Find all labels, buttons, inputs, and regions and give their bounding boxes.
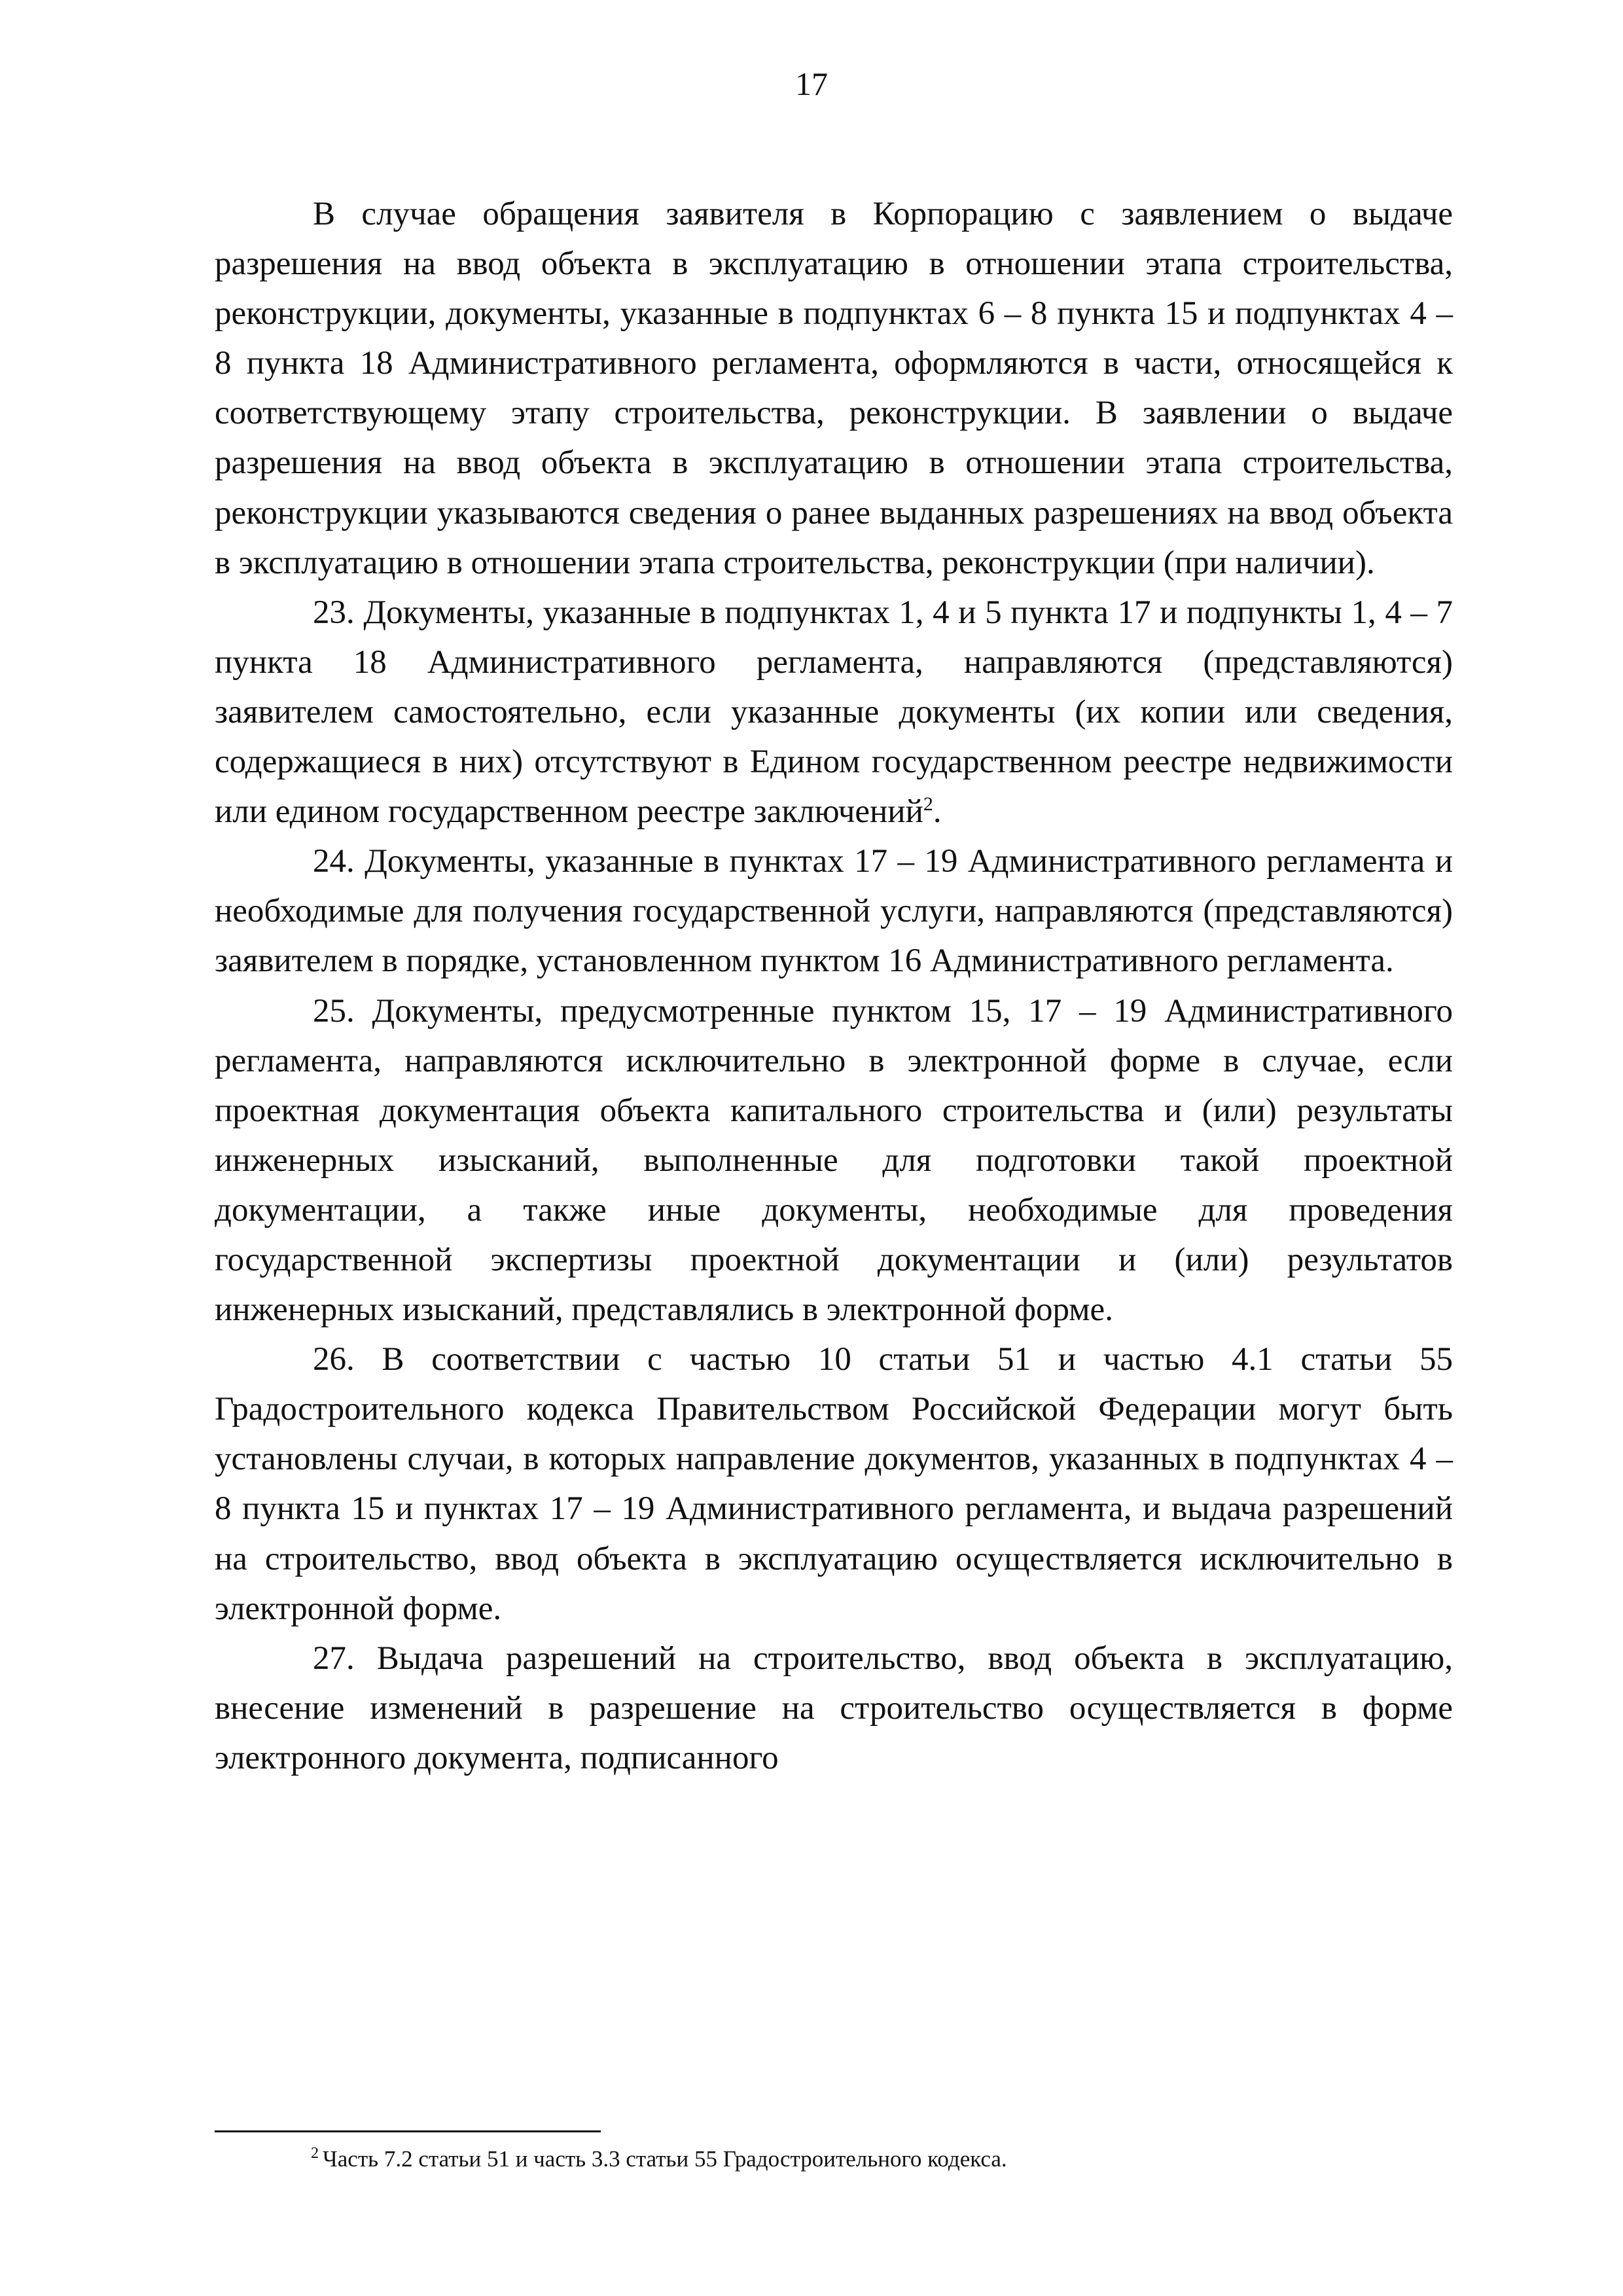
footnote-mark: 2 — [311, 2145, 319, 2162]
footnote-separator — [215, 2130, 601, 2132]
paragraph-26: 26. В соответствии с частью 10 статьи 51 и частью 4.1 статьи 55 Градостроительного кодекса Правительством Российской Федерации могут быть установлены случаи, в которых направление документов, указанных в подпунктах 4 – 8 пункта 15 и пунктах 17 – 19 Административного регламента, и выдача разрешений на строительство, ввод объекта в эксплуатацию осуществляется исключительно в электронной форме. — [215, 1341, 1453, 1627]
paragraph-27: 27. Выдача разрешений на строительство, ввод объекта в эксплуатацию, внесение изменений в разрешение на строительство осуществляется в форме электронного документа, подписанного — [215, 1640, 1453, 1776]
paragraph-23-text: 23. Документы, указанные в подпунктах 1, 4 и 5 пункта 17 и подпункты 1, 4 – 7 пункта 18 Административного регламента, направляются (представляются) заявителем самостоятельно, если указанные документы (их копии или сведения, содержащиеся в них) отсутствуют в Едином государственном реестре недвижимости или едином государственном реестре заключений — [215, 594, 1453, 831]
footnote — [311, 2144, 1456, 2174]
page-number: 17 — [795, 65, 828, 102]
body-text — [215, 189, 1453, 1783]
paragraph-24: 24. Документы, указанные в пунктах 17 – 19 Административного регламента и необходимые для получения государственной услуги, направляются (представляются) заявителем в порядке, установленном пунктом 16 Административного регламента. — [215, 843, 1453, 980]
paragraph-22-continuation: В случае обращения заявителя в Корпорацию с заявлением о выдаче разрешения на ввод объекта в эксплуатацию в отношении этапа строительства, реконструкции, документы, указанные в подпунктах 6 – 8 пункта 15 и подпунктах 4 – 8 пункта 18 Административного регламента, оформляются в части, относящейся к соответствующему этапу строительства, реконструкции. В заявлении о выдаче разрешения на ввод объекта в эксплуатацию в отношении этапа строительства, реконструкции указываются сведения о ранее выданных разрешениях на ввод объекта в эксплуатацию в отношении этапа строительства, реконструкции (при наличии). — [215, 196, 1453, 581]
footnote-text: Часть 7.2 статьи 51 и часть 3.3 статьи 55 Градостроительного кодекса. — [323, 2146, 1007, 2172]
paragraph-25: 25. Документы, предусмотренные пунктом 15, 17 – 19 Административного регламента, направляются исключительно в электронной форме в случае, если проектная документация объекта капитального строительства и (или) результаты инженерных изысканий, выполненные для подготовки такой проектной документации, а также иные документы, необходимые для проведения государственной экспертизы проектной документации и (или) результатов инженерных изысканий, представлялись в электронной форме. — [215, 992, 1453, 1329]
paragraph-23-tail: . — [933, 793, 942, 831]
footnote-reference: 2 — [923, 793, 933, 816]
paragraph-23 — [215, 588, 1453, 836]
